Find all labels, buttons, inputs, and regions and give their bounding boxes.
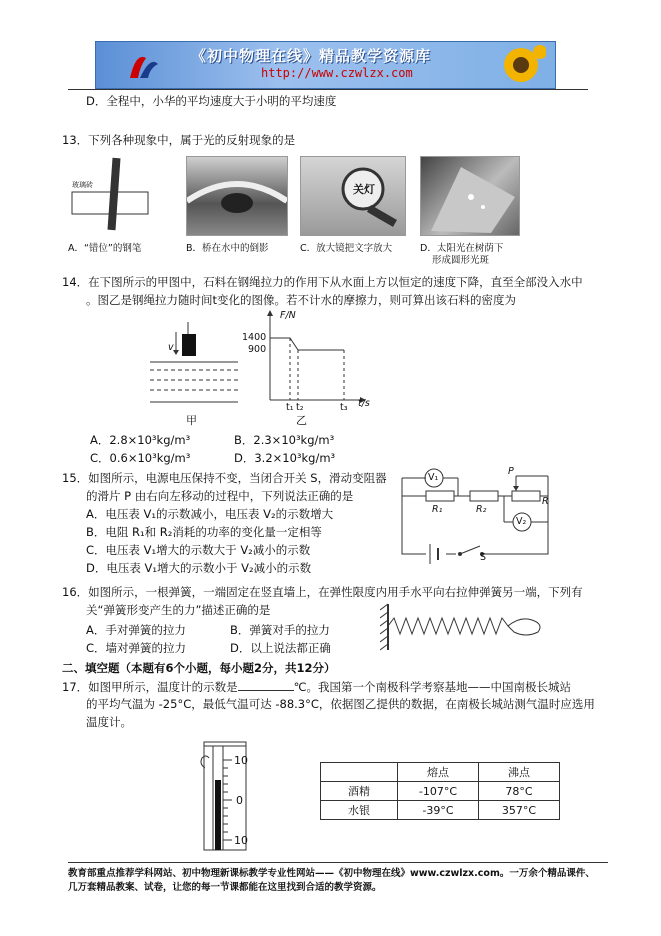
q14-option-c: C．0.6×10³kg/m³ <box>90 451 191 465</box>
q13-caption-d1: D．太阳光在树荫下 <box>420 243 504 254</box>
q16-option-c: C．墙对弹簧的拉力 <box>86 641 187 655</box>
q14-axis-x: t/s <box>358 398 370 409</box>
q12-option-d: D．全程中，小华的平均速度大于小明的平均速度 <box>86 94 337 108</box>
q14-line1: 14．在下图所示的甲图中，石料在钢绳拉力的作用下从水面上方以恒定的速度下降，直至全部没入水中 <box>62 275 583 289</box>
table-cell: 酒精 <box>321 782 398 801</box>
q17-line1-part-b: ℃。我国第一个南极科学考察基地——中国南极长城站 <box>293 680 572 694</box>
q17-thermometer <box>196 740 274 852</box>
q15-r-label: R <box>542 496 549 507</box>
q14-x-tick-t1: t₁ <box>286 402 294 413</box>
q13-caption-c: C．放大镜把文字放大 <box>300 243 393 254</box>
logo-icon <box>126 48 162 82</box>
q14-v-label: v <box>168 342 174 353</box>
q13-image-a <box>66 156 154 234</box>
page-footer <box>68 862 608 895</box>
q14-option-d: D．3.2×10³kg/m³ <box>234 451 336 465</box>
table-cell: 78°C <box>479 782 560 801</box>
q14-fig-a-label: 甲 <box>186 414 197 427</box>
q17-thermo-label-10-top: 10 <box>234 754 248 767</box>
q13-sign-text: 关灯 <box>353 183 375 196</box>
sunflower-icon <box>496 44 546 86</box>
footer-line2: 几万套精品教案、试卷，让您的每一节课都能在这里找到合适的教学资源。 <box>68 882 382 893</box>
q16-option-a: A．手对弹簧的拉力 <box>86 623 186 637</box>
q14-x-tick-t3: t₃ <box>340 402 348 413</box>
table-header-boiling: 沸点 <box>479 763 560 782</box>
q15-r2-label: R₂ <box>476 504 487 515</box>
q17-line2: 的平均气温为 -25°C，最低气温可达 -88.3°C，依据图乙提供的数据，在南极长城站测气温时应选用 <box>86 697 595 711</box>
q14-figure-b <box>240 308 370 418</box>
q14-y-tick-1400: 1400 <box>242 332 267 343</box>
q17-answer-blank[interactable] <box>238 678 294 691</box>
q15-v2-label: V₂ <box>516 516 527 527</box>
q15-s-label: S <box>480 552 487 563</box>
q15-option-b: B．电阻 R₁和 R₂消耗的功率的变化量一定相等 <box>86 525 322 539</box>
table-header-blank <box>321 763 398 782</box>
table-cell: 357°C <box>479 801 560 820</box>
table-cell: -107°C <box>398 782 479 801</box>
q17-line1-part-a: 17．如图甲所示，温度计的示数是 <box>62 680 238 694</box>
q15-circuit <box>396 466 556 566</box>
q13-stem: 13．下列各种现象中，属于光的反射现象的是 <box>62 133 296 147</box>
table-cell: 水银 <box>321 801 398 820</box>
q15-option-d: D．电压表 V₁增大的示数小于 V₂减小的示数 <box>86 561 312 575</box>
table-header-melting: 熔点 <box>398 763 479 782</box>
table-row <box>321 801 560 820</box>
header-rule <box>68 89 588 90</box>
q13-image-c <box>300 156 406 236</box>
q15-line1: 15．如图所示，电源电压保持不变，当闭合开关 S，滑动变阻器 <box>62 471 387 485</box>
table-row <box>321 782 560 801</box>
table-cell: -39°C <box>398 801 479 820</box>
q13-image-d <box>420 156 520 236</box>
q15-r1-label: R₁ <box>432 504 443 515</box>
footer-line1: 教育部重点推荐学科网站、初中物理新课标教学专业性网站——《初中物理在线》www.czwlzx.com。一万余个精品课件、 <box>68 868 595 879</box>
q16-line1: 16．如图所示，一根弹簧，一端固定在竖直墙上，在弹性限度内用手水平向右拉伸弹簧另一端，下列有 <box>62 585 583 599</box>
q14-figure-a <box>146 322 246 412</box>
q14-option-a: A．2.8×10³kg/m³ <box>90 433 191 447</box>
q15-option-c: C．电压表 V₁增大的示数大于 V₂减小的示数 <box>86 543 311 557</box>
q14-line2: 。图乙是钢绳拉力随时间t变化的图像。若不计水的摩擦力，则可算出该石料的密度为 <box>86 293 517 307</box>
q16-line2: 关“弹簧形变产生的力”描述正确的是 <box>86 603 271 617</box>
q17-thermo-label-0: 0 <box>236 794 243 807</box>
q17-data-table <box>320 762 560 820</box>
header-banner <box>95 41 556 89</box>
q14-x-tick-t2: t₂ <box>296 402 304 413</box>
q14-option-b: B．2.3×10³kg/m³ <box>234 433 335 447</box>
q13-img-a-label: 玻璃砖 <box>72 181 93 189</box>
banner-url[interactable]: http://www.czwlzx.com <box>261 66 413 80</box>
q14-axis-y: F/N <box>280 310 296 321</box>
q13-caption-a: A．“错位”的钢笔 <box>68 243 142 254</box>
q15-p-label: P <box>508 466 514 477</box>
q16-spring-figure <box>380 602 550 652</box>
q15-line2: 的滑片 P 由右向左移动的过程中，下列说法正确的是 <box>86 489 354 503</box>
q15-option-a: A．电压表 V₁的示数减小，电压表 V₂的示数增大 <box>86 507 334 521</box>
q13-image-b <box>186 156 288 236</box>
q14-fig-b-label: 乙 <box>296 414 307 427</box>
q17-line3: 温度计。 <box>86 715 132 729</box>
q16-option-b: B．弹簧对手的拉力 <box>230 623 330 637</box>
q13-caption-b: B．桥在水中的倒影 <box>186 243 269 254</box>
q16-option-d: D．以上说法都正确 <box>230 641 331 655</box>
section-2-title: 二、填空题（本题有6个小题，每小题2分，共12分） <box>62 661 336 675</box>
banner-title: 《初中物理在线》精品教学资源库 <box>191 47 432 65</box>
q15-v1-label: V₁ <box>428 472 439 483</box>
q17-thermo-label-10-bottom: 10 <box>234 834 248 847</box>
q17-line1 <box>62 678 571 695</box>
q14-y-tick-900: 900 <box>248 344 267 355</box>
q13-caption-d2: 形成圆形光斑 <box>432 255 490 266</box>
